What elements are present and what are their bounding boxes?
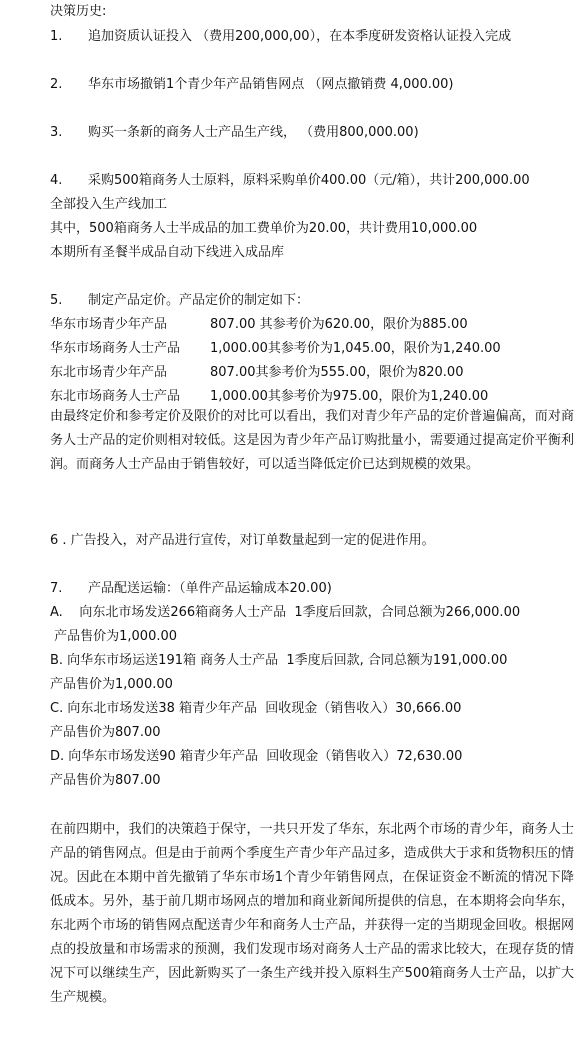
price-market-product: 东北市场青少年产品 bbox=[50, 365, 168, 380]
item4-line: 本期所有圣餐半成品自动下线进入成品库 bbox=[50, 245, 285, 260]
price-value: 1,000.00其参考价为975.00，限价为1,240.00 bbox=[210, 389, 489, 404]
decision-item-5: 制定产品定价。产品定价的制定如下： bbox=[88, 293, 310, 308]
shipment-price: 产品售价为1,000.00 bbox=[50, 629, 178, 644]
item-number: 4. bbox=[50, 173, 63, 188]
price-value: 807.00其参考价为555.00，限价为820.00 bbox=[210, 365, 464, 380]
price-market-product: 东北市场商务人士产品 bbox=[50, 389, 181, 404]
shipment-price: 产品售价为1,000.00 bbox=[50, 677, 173, 692]
shipment-price: 产品售价为807.00 bbox=[50, 773, 161, 788]
decision-item-6: 6 . 广告投入，对产品进行宣传，对订单数量起到一定的促进作用。 bbox=[50, 533, 435, 548]
price-value: 1,000.00其参考价为1,045.00，限价为1,240.00 bbox=[210, 341, 501, 356]
decision-item-3: 购买一条新的商务人士产品生产线， （费用800,000.00) bbox=[88, 125, 419, 140]
shipment-line: B. 向华东市场运送191箱 商务人士产品 1季度后回款, 合同总额为191,000.00 bbox=[50, 653, 508, 668]
page-title: 决策历史: bbox=[50, 4, 107, 19]
item-number: 5. bbox=[50, 293, 63, 308]
item-number: 2. bbox=[50, 77, 63, 92]
item4-line: 全部投入生产线加工 bbox=[50, 197, 168, 212]
shipment-line: D. 向华东市场发送90 箱青少年产品 回收现金（销售收入）72,630.00 bbox=[50, 749, 463, 764]
summary-paragraph: 在前四期中，我们的决策趋于保守，一共只开发了华东，东北两个市场的青少年，商务人士产品的销售网点。但是由于前两个季度生产青少年产品过多，造成供大于求和货物积压的情况。因此在本期中首先撤销了华东市场1个青少年销售网点，在保证资金不断流的情况下降低成本。另外，基于前几期市场网点的增加和商业新闻所提供的信息，在本期将会向华东，东北两个市场的销售网点配送青少年和商务人士产品，并获得一定的当期现金回收。根据网点的投放量和市场需求的预测，我们发现市场对商务人士产品的需求比较大，在现存货的情况下可以继续生产，因此新购买了一条生产线并投入原料生产500箱商务人士产品，以扩大生产规模。 bbox=[50, 822, 574, 1005]
pricing-analysis-paragraph: 由最终定价和参考定价及限价的对比可以看出，我们对青少年产品的定价普遍偏高，而对商务人士产品的定价则相对较低。这是因为青少年产品订购批量小，需要通过提高定价平衡利润。而商务人士产品由于销售较好，可以适当降低定价已达到规模的效果。 bbox=[50, 409, 574, 472]
decision-item-7: 产品配送运输：（单件产品运输成本20.00) bbox=[88, 581, 332, 596]
price-value: 807.00 其参考价为620.00，限价为885.00 bbox=[210, 317, 468, 332]
item-number: 7. bbox=[50, 581, 63, 596]
shipment-line: C. 向东北市场发送38 箱青少年产品 回收现金（销售收入）30,666.00 bbox=[50, 701, 462, 716]
decision-item-1: 追加资质认证投入 （费用200,000,00），在本季度研发资格认证投入完成 bbox=[88, 29, 512, 44]
shipment-line: A. 向东北市场发送266箱商务人士产品 1季度后回款，合同总额为266,000.00 bbox=[50, 605, 521, 620]
item4-line: 其中，500箱商务人士半成品的加工费单价为20.00，共计费用10,000.00 bbox=[50, 221, 478, 236]
price-market-product: 华东市场商务人士产品 bbox=[50, 341, 181, 356]
item-number: 1. bbox=[50, 29, 63, 44]
decision-item-2: 华东市场撤销1个青少年产品销售网点 （网点撤销费 4,000.00) bbox=[88, 77, 454, 92]
shipment-price: 产品售价为807.00 bbox=[50, 725, 161, 740]
item-number: 3. bbox=[50, 125, 63, 140]
decision-item-4: 采购500箱商务人士原料，原料采购单价400.00（元/箱），共计200,000.00 bbox=[88, 173, 530, 188]
price-market-product: 华东市场青少年产品 bbox=[50, 317, 168, 332]
